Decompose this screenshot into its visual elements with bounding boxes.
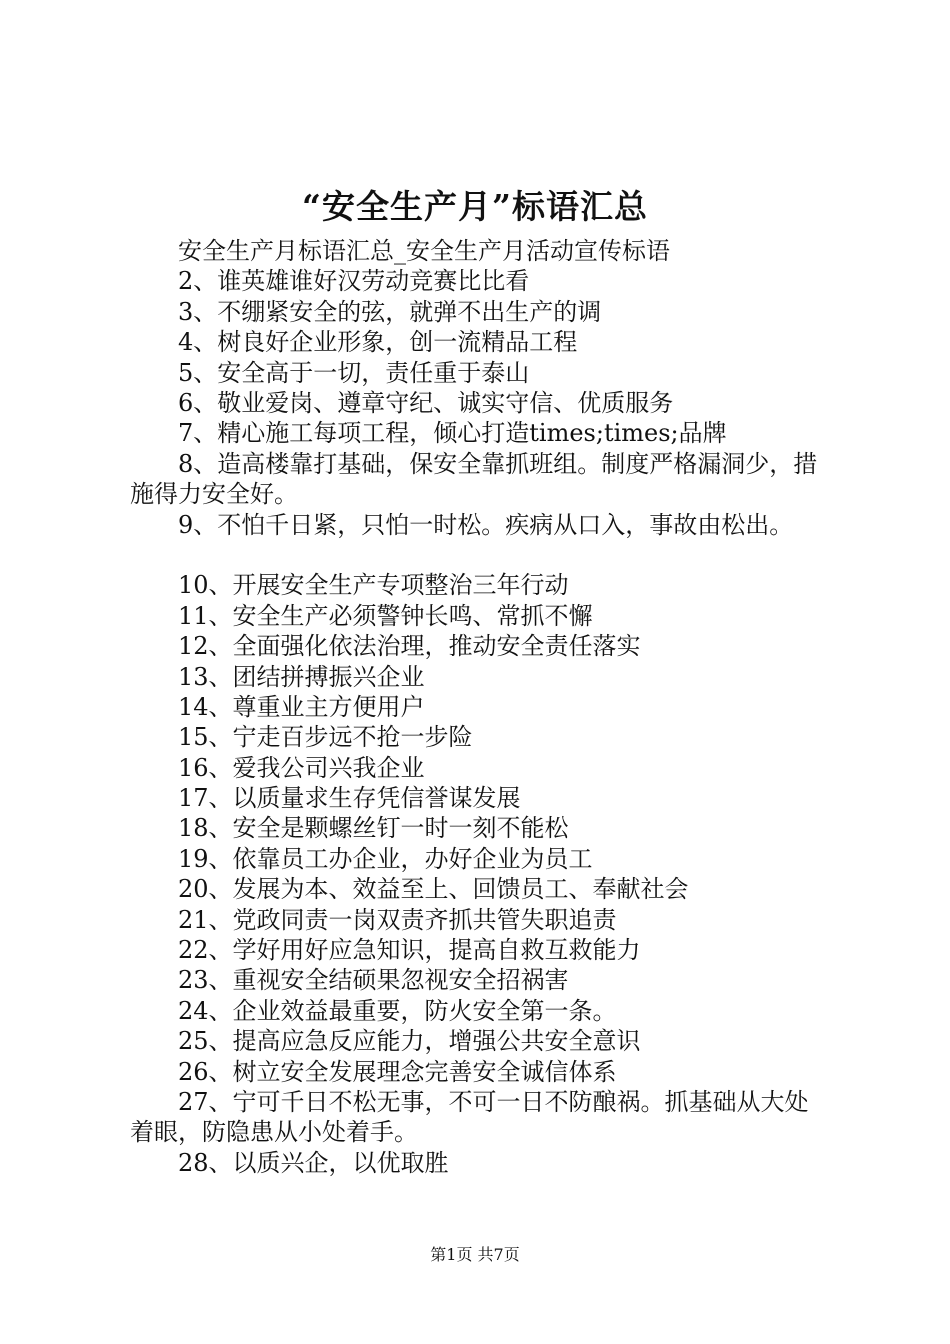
slogan-item: 6、敬业爱岗、遵章守纪、诚实守信、优质服务 [178,388,674,417]
slogan-item: 15、宁走百步远不抢一步险 [178,723,473,752]
slogan-item: 3、不绷紧安全的弦，就弹不出生产的调 [178,297,602,326]
slogan-item: 19、依靠员工办企业，办好企业为员工 [178,844,593,873]
slogan-item: 11、安全生产必须警钟长鸣、常抓不懈 [178,601,593,630]
slogan-item: 16、爱我公司兴我企业 [178,753,425,782]
slogan-item: 17、以质量求生存凭信誉谋发展 [178,784,521,813]
slogan-item: 28、以质兴企，以优取胜 [178,1148,449,1177]
document-title: “安全生产月”标语汇总 [302,187,648,226]
document-body [130,236,830,1178]
slogan-item: 25、提高应急反应能力，增强公共安全意识 [178,1027,641,1056]
slogan-item: 2、谁英雄谁好汉劳动竞赛比比看 [178,267,530,296]
slogan-item: 13、团结拼搏振兴企业 [178,662,425,691]
slogan-item: 20、发展为本、效益至上、回馈员工、奉献社会 [178,875,689,904]
slogan-item: 26、树立安全发展理念完善安全诚信体系 [178,1057,617,1086]
slogan-item: 24、企业效益最重要，防火安全第一条。 [178,996,617,1025]
slogan-item: 23、重视安全结硕果忽视安全招祸害 [178,966,569,995]
document-subtitle: 安全生产月标语汇总_安全生产月活动宣传标语 [178,237,670,265]
slogan-item: 10、开展安全生产专项整治三年行动 [178,571,569,600]
slogan-item: 27、宁可千日不松无事，不可一日不防酿祸。抓基础从大处着眼，防隐患从小处着手。 [130,1087,809,1147]
slogan-item: 18、安全是颗螺丝钉一时一刻不能松 [178,814,569,843]
slogan-item: 12、全面强化依法治理，推动安全责任落实 [178,632,641,661]
slogan-item: 8、造高楼靠打基础，保安全靠抓班组。制度严格漏洞少，措施得力安全好。 [130,449,818,509]
slogan-item: 4、树良好企业形象，创一流精品工程 [178,328,578,357]
blank-line [130,540,830,570]
slogan-item: 5、安全高于一切，责任重于泰山 [178,358,530,387]
slogan-item: 21、党政同责一岗双责齐抓共管失职追责 [178,905,617,934]
slogan-item: 14、尊重业主方便用户 [178,692,425,721]
slogan-item: 7、精心施工每项工程，倾心打造times;times;品牌 [178,419,727,448]
slogan-item: 22、学好用好应急知识，提高自救互救能力 [178,936,641,965]
page-footer: 第1页 共7页 [430,1245,520,1264]
slogan-item: 9、不怕千日紧，只怕一时松。疾病从口入，事故由松出。 [178,510,794,539]
